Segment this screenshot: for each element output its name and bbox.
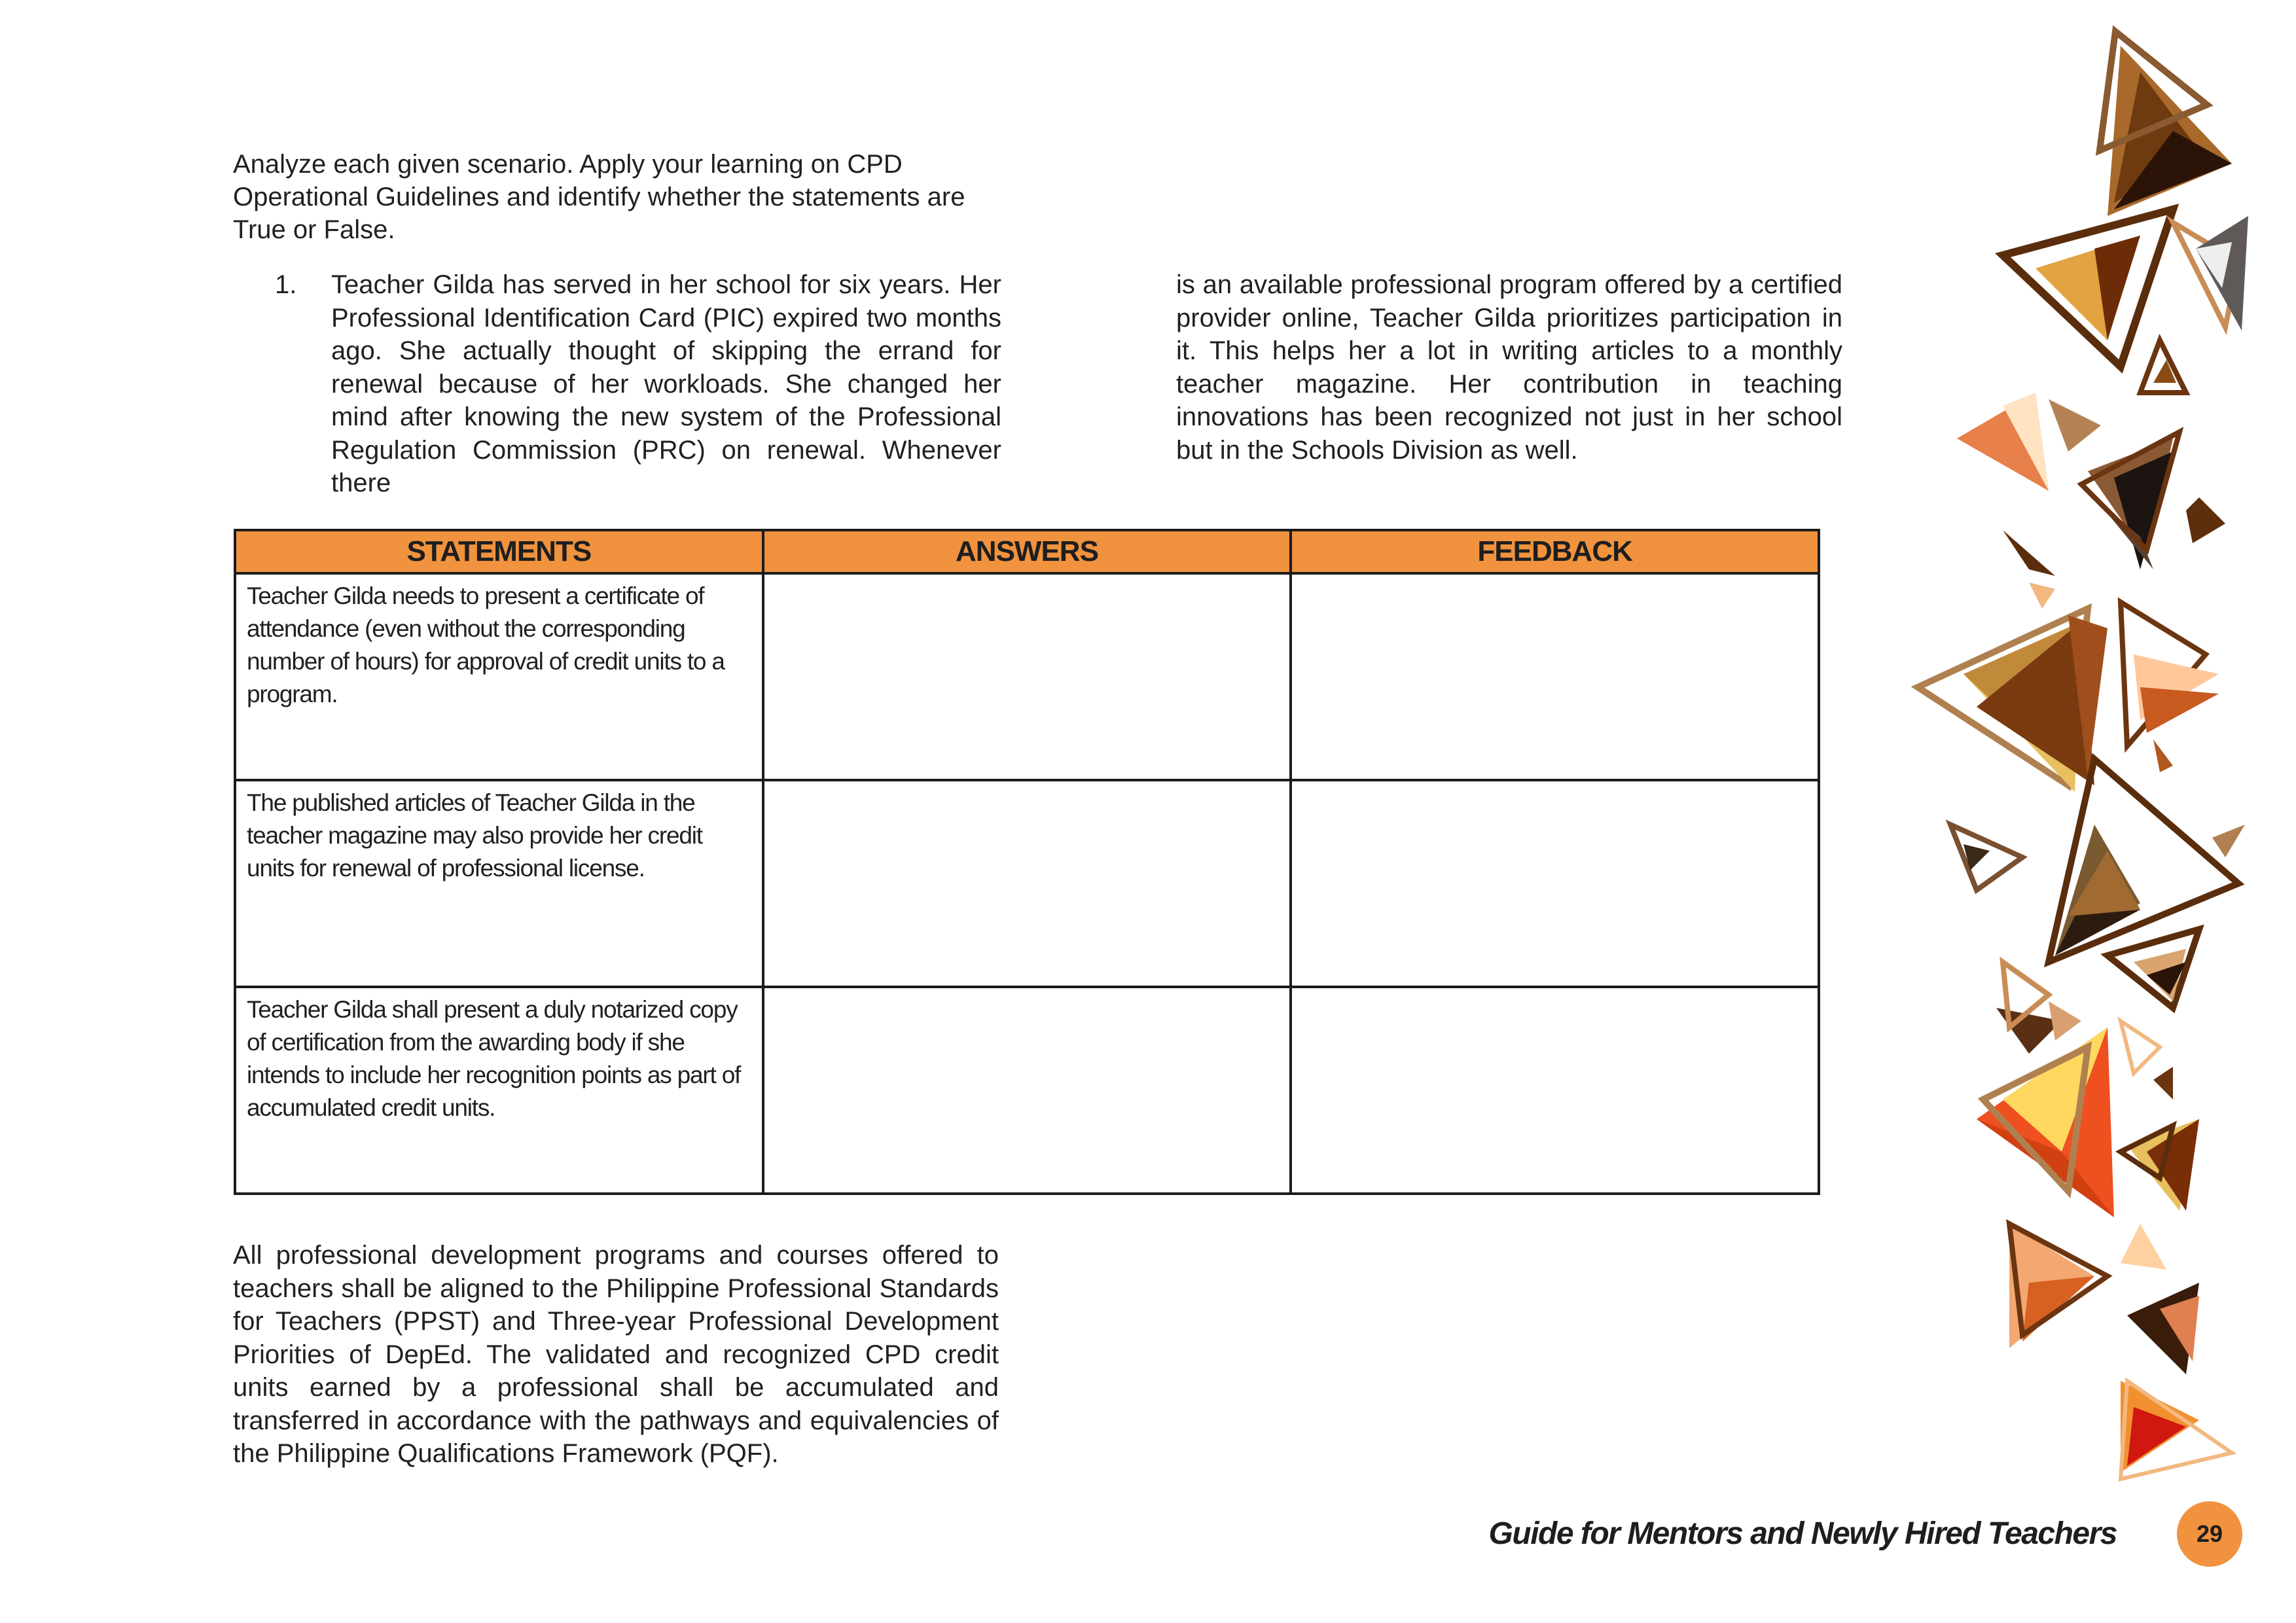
statement-cell xyxy=(235,573,763,780)
table-header-row xyxy=(235,530,1819,573)
table-row xyxy=(235,573,1819,780)
scenario-number: 1. xyxy=(275,270,297,299)
header-feedback: FEEDBACK xyxy=(1291,530,1819,573)
answer-cell[interactable] xyxy=(763,987,1291,1194)
answer-cell[interactable] xyxy=(763,780,1291,987)
feedback-cell[interactable] xyxy=(1291,573,1819,780)
statement-text: Teacher Gilda needs to present a certificate of attendance (even without the corresponding number of hours) for approval of credit units to a program. xyxy=(247,582,725,707)
statements-table xyxy=(234,529,1820,1195)
scenario-item xyxy=(275,268,1001,500)
table-row xyxy=(235,780,1819,987)
footer-title: Guide for Mentors and Newly Hired Teachers xyxy=(1488,1516,2117,1551)
instructions-paragraph: Analyze each given scenario. Apply your learning on CPD Operational Guidelines and identify whether the statements are True or False. xyxy=(233,150,965,244)
scenario-text-left: Teacher Gilda has served in her school for six years. Her Professional Identification Card (PIC) expired two months ago. She actually thought of skipping the errand for renewal because of her workloads. She changed her mind after knowing the new system of the Professional Regulation Commission (PRC) on renewal. Whenever there xyxy=(331,270,1001,497)
feedback-cell[interactable] xyxy=(1291,780,1819,987)
statement-text: The published articles of Teacher Gilda in the teacher magazine may also provide her credit units for renewal of professional license. xyxy=(247,789,702,882)
statement-text: Teacher Gilda shall present a duly notarized copy of certification from the awarding body if she intends to include her recognition points as part of accumulated credit units. xyxy=(247,996,741,1121)
header-statements: STATEMENTS xyxy=(235,530,763,573)
scenario-text-right: is an available professional program offered by a certified provider online, Teacher Gilda prioritizes participation in it. This helps her a lot in writing articles to a monthly teacher magazine. Her contribution in teaching innovations has been recognized not just in her school but in the Schools Division as well. xyxy=(1176,270,1842,465)
feedback-cell[interactable] xyxy=(1291,987,1819,1194)
decorative-triangles xyxy=(1833,0,2296,1623)
table-row xyxy=(235,987,1819,1194)
header-answers: ANSWERS xyxy=(763,530,1291,573)
statement-cell xyxy=(235,987,763,1194)
statement-cell xyxy=(235,780,763,987)
page-number: 29 xyxy=(2196,1520,2223,1547)
answer-cell[interactable] xyxy=(763,573,1291,780)
closing-paragraph: All professional development programs and courses offered to teachers shall be aligned to the Philippine Professional Standards for Teachers (PPST) and Three-year Professional Development Priorities of DepEd. The validated and recognized CPD credit units earned by a professional shall be accumulated and transferred in accordance with the pathways and equivalencies of the Philippine Qualifications Framework (PQF). xyxy=(233,1241,999,1468)
